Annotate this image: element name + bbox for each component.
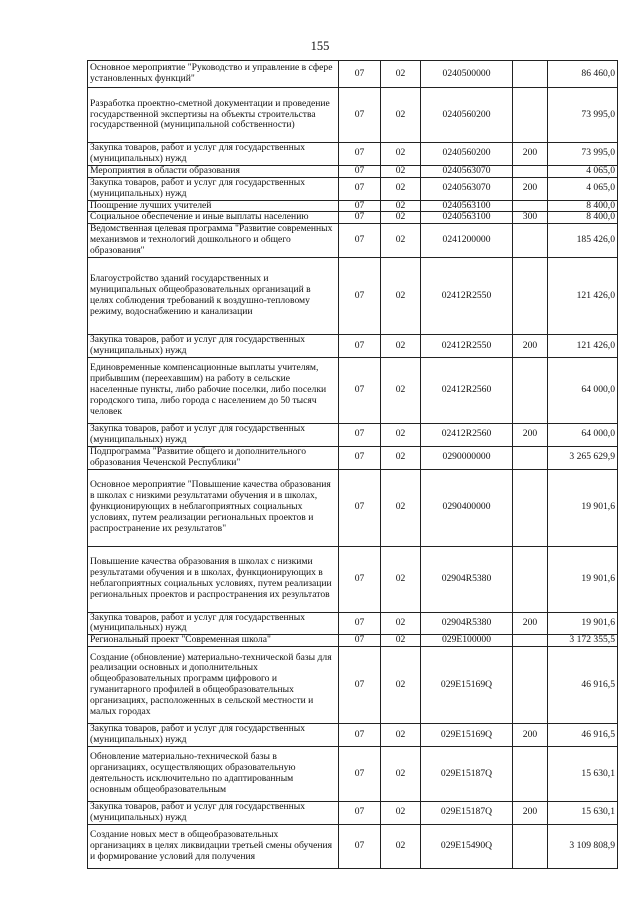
- cell-target-article: 029E15169Q: [421, 724, 513, 747]
- cell-target-article: 02412R2560: [421, 357, 513, 423]
- cell-expense-type: [513, 224, 548, 258]
- cell-amount: 3 109 808,9: [548, 824, 618, 868]
- cell-name: Региональный проект "Современная школа": [88, 635, 339, 647]
- cell-name: Благоустройство зданий государственных и муниципальных общеобразовательных организаций в целях соблюдения требований к воздушно-тепловому режиму, водоснабжению и канализации: [88, 258, 339, 335]
- table-row: [88, 212, 618, 224]
- cell-expense-type: [513, 258, 548, 335]
- table-body: [88, 61, 618, 869]
- cell-name: Закупка товаров, работ и услуг для государственных (муниципальных) нужд: [88, 802, 339, 825]
- cell-name: Подпрограмма "Развитие общего и дополнительного образования Чеченской Республики": [88, 446, 339, 469]
- table-row: [88, 824, 618, 868]
- cell-amount: 3 265 629,9: [548, 446, 618, 469]
- cell-section: 07: [339, 258, 381, 335]
- cell-amount: 15 630,1: [548, 747, 618, 802]
- cell-section: 07: [339, 212, 381, 224]
- cell-subsection: 02: [381, 612, 421, 635]
- cell-section: 07: [339, 224, 381, 258]
- cell-subsection: 02: [381, 724, 421, 747]
- cell-amount: 86 460,0: [548, 61, 618, 88]
- cell-subsection: 02: [381, 335, 421, 358]
- cell-target-article: 02904R5380: [421, 546, 513, 612]
- cell-expense-type: 200: [513, 335, 548, 358]
- cell-subsection: 02: [381, 635, 421, 647]
- cell-section: 07: [339, 546, 381, 612]
- cell-name: Поощрение лучших учителей: [88, 200, 339, 212]
- cell-target-article: 0240560200: [421, 88, 513, 143]
- cell-section: 07: [339, 200, 381, 212]
- cell-expense-type: [513, 446, 548, 469]
- cell-expense-type: [513, 546, 548, 612]
- cell-target-article: 029E15187Q: [421, 802, 513, 825]
- cell-subsection: 02: [381, 88, 421, 143]
- cell-expense-type: [513, 747, 548, 802]
- cell-subsection: 02: [381, 423, 421, 446]
- cell-section: 07: [339, 88, 381, 143]
- cell-subsection: 02: [381, 647, 421, 724]
- cell-target-article: 0290400000: [421, 469, 513, 546]
- cell-amount: 8 400,0: [548, 212, 618, 224]
- cell-section: 07: [339, 469, 381, 546]
- cell-expense-type: 200: [513, 802, 548, 825]
- cell-amount: 19 901,6: [548, 612, 618, 635]
- cell-subsection: 02: [381, 177, 421, 200]
- cell-target-article: 0240563070: [421, 165, 513, 177]
- cell-target-article: 0240560200: [421, 143, 513, 166]
- table-row: [88, 165, 618, 177]
- cell-target-article: 0240563070: [421, 177, 513, 200]
- cell-section: 07: [339, 335, 381, 358]
- cell-name: Разработка проектно-сметной документации и проведение государственной экспертизы на объекты строительства государственной (муниципальной собственности): [88, 88, 339, 143]
- cell-name: Закупка товаров, работ и услуг для государственных (муниципальных) нужд: [88, 612, 339, 635]
- cell-section: 07: [339, 177, 381, 200]
- cell-section: 07: [339, 724, 381, 747]
- table-row: [88, 335, 618, 358]
- table-row: [88, 635, 618, 647]
- cell-subsection: 02: [381, 446, 421, 469]
- table-row: [88, 61, 618, 88]
- cell-section: 07: [339, 635, 381, 647]
- cell-section: 07: [339, 143, 381, 166]
- cell-amount: 73 995,0: [548, 143, 618, 166]
- cell-target-article: 0241200000: [421, 224, 513, 258]
- cell-subsection: 02: [381, 747, 421, 802]
- cell-section: 07: [339, 61, 381, 88]
- cell-expense-type: [513, 61, 548, 88]
- cell-section: 07: [339, 357, 381, 423]
- cell-amount: 4 065,0: [548, 165, 618, 177]
- cell-expense-type: 200: [513, 423, 548, 446]
- cell-expense-type: [513, 469, 548, 546]
- cell-name: Закупка товаров, работ и услуг для государственных (муниципальных) нужд: [88, 143, 339, 166]
- cell-section: 07: [339, 647, 381, 724]
- cell-expense-type: 200: [513, 724, 548, 747]
- cell-amount: 64 000,0: [548, 423, 618, 446]
- cell-name: Социальное обеспечение и иные выплаты населению: [88, 212, 339, 224]
- cell-name: Создание новых мест в общеобразовательных организациях в целях ликвидации третьей смены обучения и формирование условий для получения: [88, 824, 339, 868]
- table-row: [88, 469, 618, 546]
- cell-target-article: 029E15169Q: [421, 647, 513, 724]
- cell-subsection: 02: [381, 61, 421, 88]
- table-row: [88, 143, 618, 166]
- table-row: [88, 200, 618, 212]
- cell-expense-type: 200: [513, 143, 548, 166]
- cell-name: Повышение качества образования в школах с низкими результатами обучения и в школах, функционирующих в неблагоприятных социальных условиях, путем реализации региональных проектов и распространения их результатов: [88, 546, 339, 612]
- cell-section: 07: [339, 423, 381, 446]
- cell-target-article: 029E15490Q: [421, 824, 513, 868]
- cell-amount: 15 630,1: [548, 802, 618, 825]
- cell-target-article: 0240500000: [421, 61, 513, 88]
- cell-target-article: 02412R2550: [421, 335, 513, 358]
- table-row: [88, 612, 618, 635]
- cell-section: 07: [339, 446, 381, 469]
- cell-expense-type: [513, 88, 548, 143]
- cell-subsection: 02: [381, 165, 421, 177]
- cell-amount: 19 901,6: [548, 469, 618, 546]
- table-row: [88, 177, 618, 200]
- cell-amount: 46 916,5: [548, 647, 618, 724]
- cell-name: Единовременные компенсационные выплаты учителям, прибывшим (переехавшим) на работу в сельские населенные пункты, либо рабочие поселки, либо поселки городского типа, либо города с населением до 50 тысяч человек: [88, 357, 339, 423]
- cell-amount: 121 426,0: [548, 335, 618, 358]
- table-row: [88, 446, 618, 469]
- cell-expense-type: [513, 647, 548, 724]
- cell-target-article: 0240563100: [421, 212, 513, 224]
- cell-expense-type: [513, 635, 548, 647]
- cell-expense-type: [513, 165, 548, 177]
- cell-name: Закупка товаров, работ и услуг для государственных (муниципальных) нужд: [88, 423, 339, 446]
- table-row: [88, 88, 618, 143]
- cell-target-article: 02904R5380: [421, 612, 513, 635]
- table-row: [88, 224, 618, 258]
- cell-subsection: 02: [381, 224, 421, 258]
- cell-name: Основное мероприятие "Руководство и управление в сфере установленных функций": [88, 61, 339, 88]
- cell-target-article: 02412R2560: [421, 423, 513, 446]
- cell-amount: 64 000,0: [548, 357, 618, 423]
- cell-subsection: 02: [381, 357, 421, 423]
- cell-subsection: 02: [381, 824, 421, 868]
- cell-expense-type: 200: [513, 177, 548, 200]
- cell-amount: 3 172 355,5: [548, 635, 618, 647]
- cell-name: Мероприятия в области образования: [88, 165, 339, 177]
- cell-amount: 4 065,0: [548, 177, 618, 200]
- cell-section: 07: [339, 747, 381, 802]
- cell-expense-type: 200: [513, 612, 548, 635]
- cell-name: Закупка товаров, работ и услуг для государственных (муниципальных) нужд: [88, 724, 339, 747]
- page-number: 155: [310, 39, 330, 53]
- cell-subsection: 02: [381, 200, 421, 212]
- cell-subsection: 02: [381, 258, 421, 335]
- cell-amount: 73 995,0: [548, 88, 618, 143]
- cell-amount: 185 426,0: [548, 224, 618, 258]
- cell-subsection: 02: [381, 143, 421, 166]
- cell-name: Основное мероприятие "Повышение качества образования в школах с низкими результатами обучения и в школах, функционирующих в неблагоприятных социальных условиях, путем реализации региональных проектов и распространение их результатов": [88, 469, 339, 546]
- cell-subsection: 02: [381, 469, 421, 546]
- cell-subsection: 02: [381, 212, 421, 224]
- cell-subsection: 02: [381, 546, 421, 612]
- cell-amount: 8 400,0: [548, 200, 618, 212]
- cell-expense-type: [513, 357, 548, 423]
- cell-amount: 121 426,0: [548, 258, 618, 335]
- cell-target-article: 0290000000: [421, 446, 513, 469]
- table-row: [88, 258, 618, 335]
- cell-target-article: 029E100000: [421, 635, 513, 647]
- table-row: [88, 357, 618, 423]
- cell-expense-type: [513, 200, 548, 212]
- cell-section: 07: [339, 165, 381, 177]
- table-row: [88, 724, 618, 747]
- cell-section: 07: [339, 612, 381, 635]
- cell-name: Обновление материально-технической базы в организациях, осуществляющих образовательную деятельность исключительно по адаптированным основным общеобразовательным: [88, 747, 339, 802]
- cell-name: Создание (обновление) материально-технической базы для реализации основных и дополнительных общеобразовательных программ цифрового и гуманитарного профилей в общеобразовательных организациях, расположенных в сельской местности и малых городах: [88, 647, 339, 724]
- cell-section: 07: [339, 824, 381, 868]
- cell-amount: 46 916,5: [548, 724, 618, 747]
- table-row: [88, 747, 618, 802]
- cell-name: Закупка товаров, работ и услуг для государственных (муниципальных) нужд: [88, 335, 339, 358]
- cell-name: Ведомственная целевая программа "Развитие современных механизмов и технологий дошкольного и общего образования": [88, 224, 339, 258]
- cell-target-article: 029E15187Q: [421, 747, 513, 802]
- table-row: [88, 802, 618, 825]
- cell-subsection: 02: [381, 802, 421, 825]
- cell-expense-type: 300: [513, 212, 548, 224]
- cell-target-article: 02412R2550: [421, 258, 513, 335]
- cell-target-article: 0240563100: [421, 200, 513, 212]
- cell-amount: 19 901,6: [548, 546, 618, 612]
- budget-table: [87, 60, 618, 869]
- table-row: [88, 546, 618, 612]
- cell-section: 07: [339, 802, 381, 825]
- cell-expense-type: [513, 824, 548, 868]
- table-row: [88, 647, 618, 724]
- table-row: [88, 423, 618, 446]
- cell-name: Закупка товаров, работ и услуг для государственных (муниципальных) нужд: [88, 177, 339, 200]
